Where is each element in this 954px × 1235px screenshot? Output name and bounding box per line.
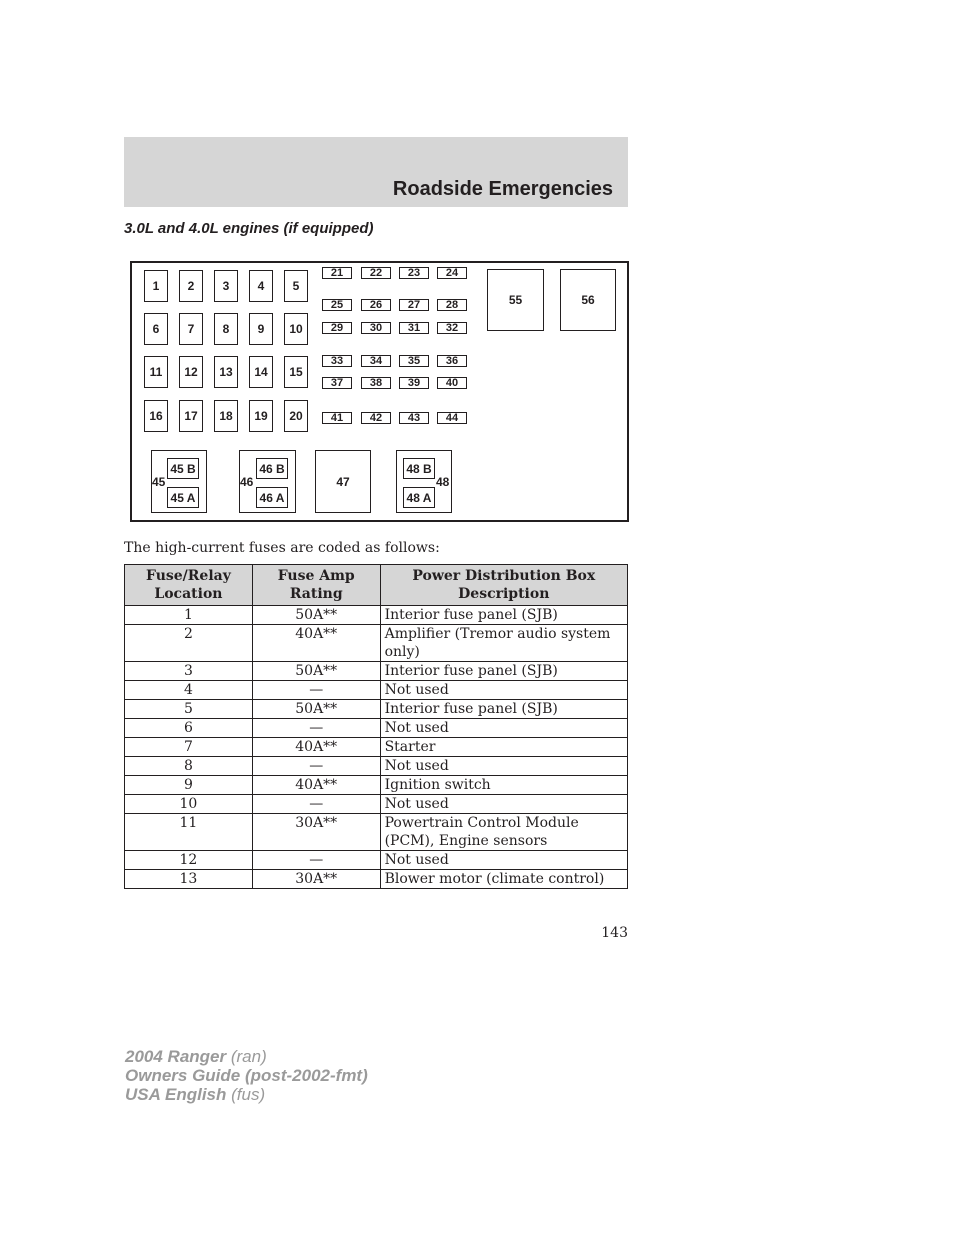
mini-fuse-cell: 38 xyxy=(361,377,391,389)
intro-text: The high-current fuses are coded as follows: xyxy=(124,540,440,556)
fuse-cell: 4 xyxy=(249,270,273,302)
description-cell: Not used xyxy=(380,719,627,738)
footer-line-guide xyxy=(125,1066,368,1085)
location-cell: 7 xyxy=(125,738,253,757)
mini-fuse-cell: 37 xyxy=(322,377,352,389)
fuse-cell: 6 xyxy=(144,313,168,345)
rating-cell: 40A** xyxy=(252,625,380,662)
mini-fuse-cell: 25 xyxy=(322,299,352,311)
mini-fuse-cell: 23 xyxy=(399,267,429,279)
table-row xyxy=(125,851,628,870)
fuse-cell: 2 xyxy=(179,270,203,302)
description-cell: Not used xyxy=(380,851,627,870)
relay-56: 56 xyxy=(560,269,616,331)
rating-cell: — xyxy=(252,719,380,738)
fuse-table xyxy=(124,564,628,889)
location-cell: 8 xyxy=(125,757,253,776)
table-row xyxy=(125,700,628,719)
mini-fuse-cell: 21 xyxy=(322,267,352,279)
fuse-cell: 19 xyxy=(249,400,273,432)
table-header-row xyxy=(125,565,628,606)
relay-46b: 46 B xyxy=(256,458,288,479)
mini-fuse-cell: 22 xyxy=(361,267,391,279)
footer-language-code: (fus) xyxy=(231,1085,266,1104)
location-cell: 11 xyxy=(125,814,253,851)
location-cell: 10 xyxy=(125,795,253,814)
rating-cell: — xyxy=(252,851,380,870)
page-number: 143 xyxy=(601,925,628,941)
fuse-cell: 13 xyxy=(214,356,238,388)
table-row xyxy=(125,625,628,662)
rating-cell: 50A** xyxy=(252,606,380,625)
fuse-cell: 10 xyxy=(284,313,308,345)
rating-cell: 40A** xyxy=(252,738,380,757)
mini-fuse-cell: 26 xyxy=(361,299,391,311)
table-row xyxy=(125,662,628,681)
rating-cell: 40A** xyxy=(252,776,380,795)
mini-fuse-cell: 30 xyxy=(361,322,391,334)
description-cell: Amplifier (Tremor audio system only) xyxy=(380,625,627,662)
mini-fuse-cell: 39 xyxy=(399,377,429,389)
table-row xyxy=(125,814,628,851)
location-cell: 1 xyxy=(125,606,253,625)
header-band xyxy=(124,137,628,207)
rating-cell: 30A** xyxy=(252,814,380,851)
fuse-cell: 14 xyxy=(249,356,273,388)
footer-line-language xyxy=(125,1085,368,1104)
relay-48a: 48 A xyxy=(403,487,435,508)
location-cell: 12 xyxy=(125,851,253,870)
mini-fuse-cell: 44 xyxy=(437,412,467,424)
mini-fuse-cell: 40 xyxy=(437,377,467,389)
description-cell: Ignition switch xyxy=(380,776,627,795)
mini-fuse-cell: 41 xyxy=(322,412,352,424)
rating-cell: 30A** xyxy=(252,870,380,889)
footer xyxy=(125,1047,368,1104)
mini-fuse-cell: 42 xyxy=(361,412,391,424)
table-row xyxy=(125,738,628,757)
mini-fuse-cell: 29 xyxy=(322,322,352,334)
relay-45b: 45 B xyxy=(167,458,199,479)
footer-model-code: (ran) xyxy=(230,1047,267,1066)
description-cell: Interior fuse panel (SJB) xyxy=(380,606,627,625)
rating-cell: — xyxy=(252,795,380,814)
rating-cell: 50A** xyxy=(252,700,380,719)
mini-fuse-cell: 35 xyxy=(399,355,429,367)
description-cell: Interior fuse panel (SJB) xyxy=(380,700,627,719)
fuse-cell: 5 xyxy=(284,270,308,302)
fuse-cell: 18 xyxy=(214,400,238,432)
relay-48b: 48 B xyxy=(403,458,435,479)
location-cell: 9 xyxy=(125,776,253,795)
location-cell: 4 xyxy=(125,681,253,700)
engine-subtitle: 3.0L and 4.0L engines (if equipped) xyxy=(124,220,374,237)
table-row xyxy=(125,606,628,625)
fuse-cell: 3 xyxy=(214,270,238,302)
rating-cell: 50A** xyxy=(252,662,380,681)
fuse-cell: 16 xyxy=(144,400,168,432)
fuse-cell: 8 xyxy=(214,313,238,345)
description-cell: Powertrain Control Module (PCM), Engine sensors xyxy=(380,814,627,851)
table-row xyxy=(125,757,628,776)
footer-model: 2004 Ranger xyxy=(125,1047,227,1066)
mini-fuse-cell: 34 xyxy=(361,355,391,367)
description-cell: Interior fuse panel (SJB) xyxy=(380,662,627,681)
footer-language: USA English xyxy=(125,1085,227,1104)
fuse-cell: 9 xyxy=(249,313,273,345)
location-cell: 3 xyxy=(125,662,253,681)
relay-48-label: 48 xyxy=(436,475,450,489)
relay-46a: 46 A xyxy=(256,487,288,508)
mini-fuse-cell: 28 xyxy=(437,299,467,311)
table-row xyxy=(125,795,628,814)
rating-cell: — xyxy=(252,757,380,776)
fuse-cell: 1 xyxy=(144,270,168,302)
fuse-cell: 15 xyxy=(284,356,308,388)
table-row xyxy=(125,719,628,738)
mini-fuse-cell: 43 xyxy=(399,412,429,424)
fuse-cell: 7 xyxy=(179,313,203,345)
rating-cell: — xyxy=(252,681,380,700)
mini-fuse-cell: 33 xyxy=(322,355,352,367)
description-cell: Blower motor (climate control) xyxy=(380,870,627,889)
column-header-description: Power Distribution Box Description xyxy=(380,565,627,606)
mini-fuse-cell: 27 xyxy=(399,299,429,311)
relay-45a: 45 A xyxy=(167,487,199,508)
column-header-location: Fuse/Relay Location xyxy=(125,565,253,606)
fuse-cell: 11 xyxy=(144,356,168,388)
location-cell: 13 xyxy=(125,870,253,889)
fuse-cell: 17 xyxy=(179,400,203,432)
table-row xyxy=(125,776,628,795)
relay-47: 47 xyxy=(315,450,371,513)
description-cell: Starter xyxy=(380,738,627,757)
location-cell: 5 xyxy=(125,700,253,719)
footer-line-model xyxy=(125,1047,368,1066)
description-cell: Not used xyxy=(380,757,627,776)
description-cell: Not used xyxy=(380,681,627,700)
mini-fuse-cell: 32 xyxy=(437,322,467,334)
section-title: Roadside Emergencies xyxy=(392,178,613,200)
table-row xyxy=(125,870,628,889)
relay-55: 55 xyxy=(487,269,544,331)
mini-fuse-cell: 24 xyxy=(437,267,467,279)
column-header-rating: Fuse Amp Rating xyxy=(252,565,380,606)
footer-guide: Owners Guide (post-2002-fmt) xyxy=(125,1066,368,1085)
mini-fuse-cell: 36 xyxy=(437,355,467,367)
relay-46-label: 46 xyxy=(240,475,254,489)
location-cell: 6 xyxy=(125,719,253,738)
fuse-box-diagram xyxy=(130,261,629,522)
mini-fuse-cell: 31 xyxy=(399,322,429,334)
location-cell: 2 xyxy=(125,625,253,662)
fuse-cell: 20 xyxy=(284,400,308,432)
relay-45-label: 45 xyxy=(152,475,166,489)
description-cell: Not used xyxy=(380,795,627,814)
table-row xyxy=(125,681,628,700)
fuse-cell: 12 xyxy=(179,356,203,388)
